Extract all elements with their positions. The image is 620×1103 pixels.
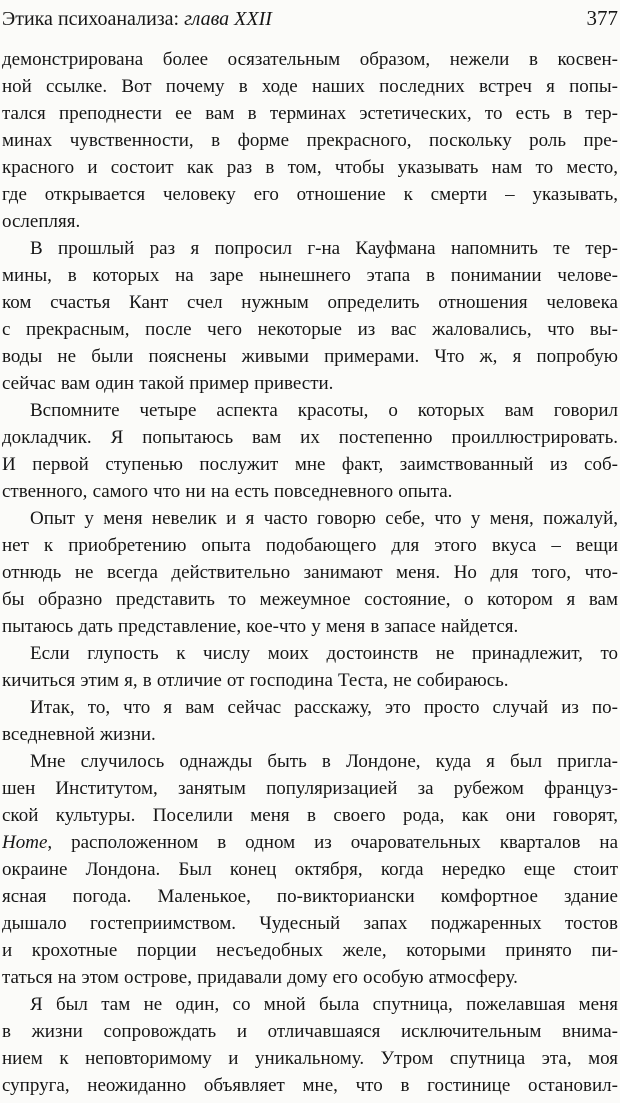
text-segment: ской культуры. Поселили меня в своего рода, как они говорят, <box>2 805 618 826</box>
text-segment: таться на этом острове, придавали дому его особую атмосферу. <box>2 967 518 988</box>
text-segment: супруга, неожиданно объявляет мне, что в гостинице остановил- <box>2 1075 618 1096</box>
text-line <box>2 1072 618 1099</box>
text-line <box>2 1045 618 1072</box>
text-segment: нием к неповторимому и уникальному. Утром спутница эта, моя <box>2 1048 618 1069</box>
text-line <box>2 73 618 100</box>
text-segment: Итак, то, что я вам сейчас расскажу, это просто случай из по- <box>30 697 618 718</box>
text-segment: сейчас вам один такой пример привести. <box>2 373 334 394</box>
text-line <box>2 694 618 721</box>
text-segment: мины, в которых на заре нынешнего этапа в понимании челове- <box>2 265 618 286</box>
text-line <box>2 316 618 343</box>
text-segment: окраине Лондона. Был конец октября, когда нередко еще стоит <box>2 859 618 880</box>
paragraph <box>2 991 618 1099</box>
text-segment: воды не были пояснены живыми примерами. Что ж, я попробую <box>2 346 618 367</box>
text-line <box>2 1018 618 1045</box>
text-line <box>2 262 618 289</box>
text-line <box>2 640 618 667</box>
text-segment: отнюдь не всегда действительно занимают меня. Но для того, что- <box>2 562 618 583</box>
text-line <box>2 478 618 505</box>
text-line <box>2 289 618 316</box>
text-line <box>2 370 618 397</box>
text-line <box>2 235 618 262</box>
text-line <box>2 181 618 208</box>
paragraph <box>2 505 618 640</box>
paragraph <box>2 640 618 694</box>
text-segment: кичиться этим я, в отличие от господина Теста, не собираюсь. <box>2 670 509 691</box>
text-segment: ком счастья Кант счел нужным определить отношения человека <box>2 292 618 313</box>
text-line <box>2 856 618 883</box>
text-line <box>2 667 618 694</box>
chapter-title-text: Этика психоанализа: <box>2 8 185 30</box>
page-body <box>2 46 618 1099</box>
text-line <box>2 910 618 937</box>
text-segment: Вспомните четыре аспекта красоты, о которых вам говорил <box>30 400 618 421</box>
text-line <box>2 586 618 613</box>
text-line <box>2 613 618 640</box>
text-segment: ственного, самого что ни на есть повседневного опыта. <box>2 481 453 502</box>
text-line <box>2 532 618 559</box>
text-segment: где открывается человеку его отношение к смерти – указывать, <box>2 184 618 205</box>
page-number: 377 <box>586 6 618 30</box>
text-segment: минах чувственности, в форме прекрасного, поскольку роль пре- <box>2 130 618 151</box>
text-segment: ясная погода. Маленькое, по-викториански комфортное здание <box>2 886 618 907</box>
text-segment: вседневной жизни. <box>2 724 156 745</box>
text-segment: красного и состоит как раз в том, чтобы указывать нам то место, <box>2 157 618 178</box>
text-segment: И первой ступенью послужит мне факт, заимствованный из соб- <box>2 454 618 475</box>
text-segment: Мне случилось однажды быть в Лондоне, куда я был пригла- <box>30 751 618 772</box>
text-line <box>2 397 618 424</box>
text-segment: ослепляя. <box>2 211 81 232</box>
chapter-title <box>2 6 272 32</box>
text-segment: пытаюсь дать представление, кое-что у меня в запасе найдется. <box>2 616 519 637</box>
text-segment: дышало гостеприимством. Чудесный запах поджаренных тостов <box>2 913 618 934</box>
paragraph <box>2 694 618 748</box>
text-line <box>2 505 618 532</box>
text-segment: Если глупость к числу моих достоинств не принадлежит, то <box>30 643 618 664</box>
text-line <box>2 721 618 748</box>
text-line <box>2 991 618 1018</box>
text-line <box>2 127 618 154</box>
paragraph <box>2 235 618 397</box>
text-segment: Опыт у меня невелик и я часто говорю себе, что у меня, пожалуй, <box>30 508 618 529</box>
chapter-number-italic: глава XXII <box>184 8 272 30</box>
text-line <box>2 883 618 910</box>
text-line <box>2 424 618 451</box>
text-segment: с прекрасным, после чего некоторые из вас жаловались, что вы- <box>2 319 618 340</box>
text-line <box>2 775 618 802</box>
text-segment: В прошлый раз я попросил г-на Кауфмана напомнить те тер- <box>30 238 618 259</box>
text-line <box>2 748 618 775</box>
text-line <box>2 46 618 73</box>
text-segment: докладчик. Я попытаюсь вам их постепенно проиллюстрировать. <box>2 427 618 448</box>
italic-text: Home <box>2 832 48 853</box>
text-line <box>2 343 618 370</box>
text-line <box>2 829 618 856</box>
text-line <box>2 802 618 829</box>
text-line <box>2 937 618 964</box>
text-segment: и крохотные порции несъедобных желе, которыми принято пи- <box>2 940 618 961</box>
text-line <box>2 208 618 235</box>
text-segment: бы образно представить то межеумное состояние, о котором я вам <box>2 589 618 610</box>
text-line <box>2 451 618 478</box>
text-segment: демонстрирована более осязательным образом, нежели в косвен- <box>2 49 618 70</box>
running-head <box>2 5 618 31</box>
text-line <box>2 559 618 586</box>
paragraph <box>2 46 618 235</box>
text-line <box>2 964 618 991</box>
text-segment: нет к приобретению опыта подобающего для этого вкуса – вещи <box>2 535 618 556</box>
text-segment: тался преподнести ее вам в терминах эстетических, то есть в тер- <box>2 103 618 124</box>
text-line <box>2 154 618 181</box>
text-segment: шен Институтом, занятым популяризацией за рубежом француз- <box>2 778 618 799</box>
text-segment: ной ссылке. Вот почему в ходе наших последних встреч я попы- <box>2 76 618 97</box>
text-segment: в жизни сопровождать и отличавшаяся исключительным внима- <box>2 1021 618 1042</box>
text-line <box>2 100 618 127</box>
text-segment: , расположенном в одном из очаровательных кварталов на <box>47 832 618 853</box>
paragraph <box>2 397 618 505</box>
text-segment: Я был там не один, со мной была спутница, пожелавшая меня <box>30 994 618 1015</box>
paragraph <box>2 748 618 991</box>
